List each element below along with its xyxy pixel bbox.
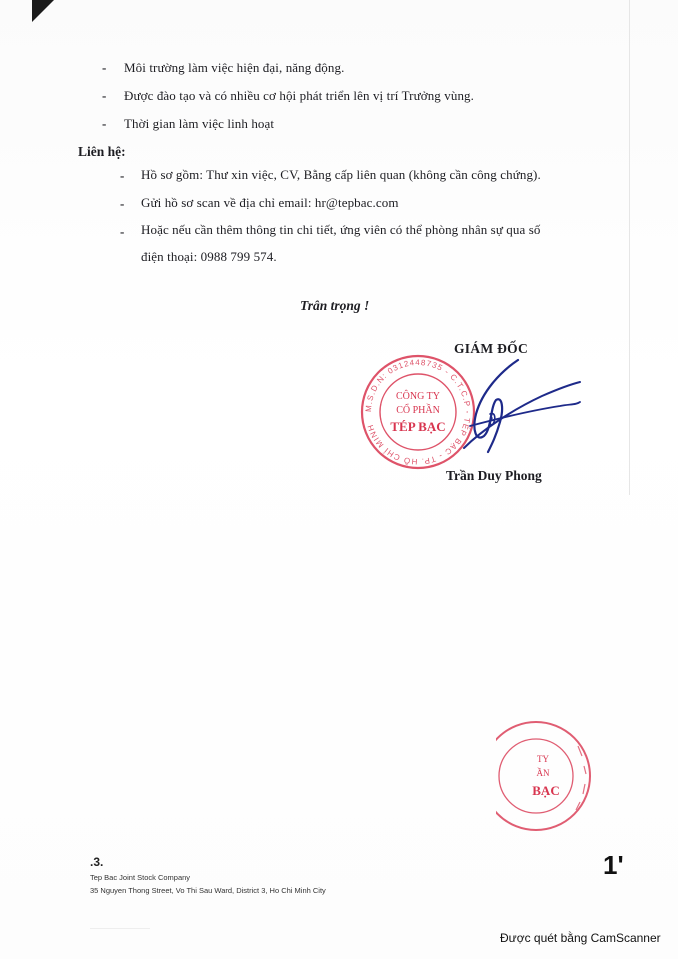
stamp-line-1: CÔNG TY [396,391,440,402]
bullet-dash: - [120,168,125,183]
scan-corner-shadow [32,0,54,22]
contact-item-email: Gửi hồ sơ scan về địa chỉ email: hr@tepbac.com [141,195,399,210]
page-number: .3. [90,855,104,869]
bullet-dash: - [102,88,107,103]
bullet-dash: - [120,224,125,239]
footer-company-name: Tep Bac Joint Stock Company [90,873,191,882]
partial-stamp-line-2: ẦN [536,768,550,778]
contact-heading: Liên hệ: [78,144,126,159]
contact-item-phone: điện thoại: 0988 799 574. [141,249,277,264]
stamp-line-3: TÉP BẠC [390,419,446,434]
closing-greeting: Trân trọng ! [300,298,370,313]
footer-address: 35 Nguyen Thong Street, Vo Thi Sau Ward, District 3, Ho Chi Minh City [90,886,326,895]
corner-mark: 1' [603,850,624,880]
bullet-dash: - [102,60,107,75]
scanner-watermark: Được quét bằng CamScanner [500,931,661,945]
contact-item-info: Hoặc nếu cần thêm thông tin chi tiết, ứng viên có thể phòng nhân sự qua số [141,222,541,237]
director-title: GIÁM ĐỐC [454,341,529,356]
partial-stamp-line-3: BẠC [532,783,560,798]
benefit-item-1: Môi trường làm việc hiện đại, năng động. [124,60,345,75]
handwritten-signature [430,352,590,462]
contact-item-documents: Hồ sơ gồm: Thư xin việc, CV, Bằng cấp liên quan (không cần công chứng). [141,167,541,182]
page-edge-line [629,0,630,495]
signer-name: Trần Duy Phong [446,468,542,483]
partial-company-stamp [496,716,594,834]
footer-divider [90,928,150,929]
bullet-dash: - [120,196,125,211]
stamp-ring-text: M.S.D.N: 0312448735 - C.T.C.P - TÉP BẠC - TP. HỒ CHÍ MINH [363,357,473,467]
bullet-dash: - [102,116,107,131]
benefit-item-3: Thời gian làm việc linh hoạt [124,116,275,131]
partial-stamp-line-1: TY [537,754,549,764]
stamp-line-2: CỔ PHẦN [396,405,440,416]
benefit-item-2: Được đào tạo và có nhiều cơ hội phát triển lên vị trí Trưởng vùng. [124,88,475,103]
